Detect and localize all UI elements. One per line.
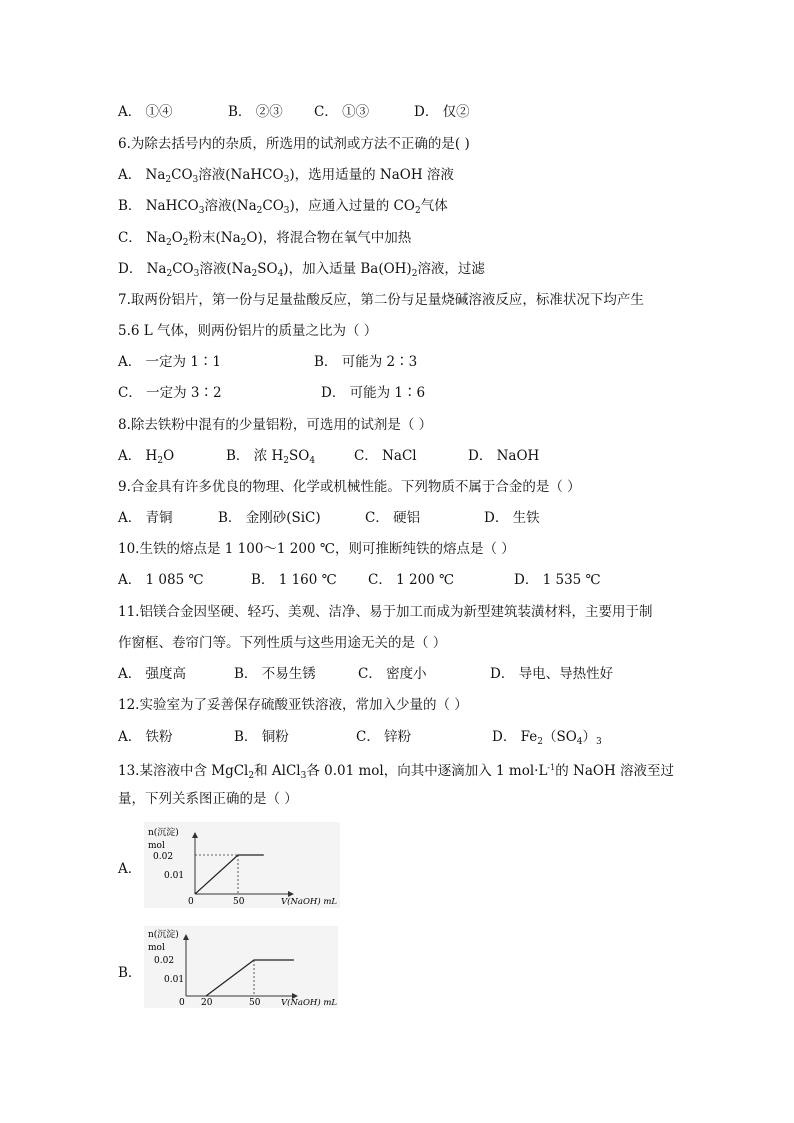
q8-stem: 8.除去铁粉中混有的少量铝粉，可选用的试剂是（ ） bbox=[118, 417, 433, 433]
q10-option-a: A． 1 085 ℃ bbox=[118, 572, 204, 588]
q5-option-a: A． ①④ bbox=[118, 104, 173, 120]
q8-option-a: A． $H_2O$ bbox=[118, 448, 175, 466]
graph-b-y-label: n(沉淀) bbox=[148, 930, 179, 940]
graph-b-x-label: V(NaOH) mL bbox=[281, 998, 338, 1008]
graph-a-y-tick-001: 0.01 bbox=[164, 871, 185, 881]
graph-b-x-tick-50: 50 bbox=[249, 998, 261, 1008]
q10-option-d: D． 1 535 ℃ bbox=[514, 572, 601, 588]
graph-b bbox=[144, 926, 338, 1008]
q7-option-d: D． 可能为 1∶6 bbox=[321, 385, 426, 401]
q10-option-c: C． 1 200 ℃ bbox=[368, 572, 455, 588]
graph-a-y-label: n(沉淀) bbox=[148, 828, 179, 838]
q6-option-c: C． $Na_2O_2$粉末$(Na_2O)$，将混合物在氧气中加热 bbox=[118, 230, 412, 248]
q11-option-c: C． 密度小 bbox=[358, 666, 427, 682]
q12-option-a: A． 铁粉 bbox=[118, 729, 173, 745]
graph-a-x-tick-0: 0 bbox=[188, 897, 194, 907]
q8-option-b: B． 浓 $H_2SO_4$ bbox=[226, 448, 316, 466]
graph-b-y-unit: mol bbox=[148, 943, 165, 953]
q9-option-c: C． 硬铝 bbox=[365, 510, 421, 526]
q12-option-d: D． $Fe_2(SO_4)_3$ bbox=[492, 729, 602, 747]
q5-option-c: C． ①③ bbox=[314, 104, 370, 120]
graph-a-x-tick-50: 50 bbox=[233, 897, 245, 907]
q10-option-b: B． 1 160 ℃ bbox=[251, 572, 337, 588]
q9-option-a: A． 青铜 bbox=[118, 510, 173, 526]
graph-b-x-tick-0: 0 bbox=[179, 998, 185, 1008]
q11-stem-line1: 11.铝镁合金因坚硬、轻巧、美观、洁净、易于加工而成为新型建筑装潢材料，主要用于制 bbox=[118, 604, 653, 620]
graph-b-x-tick-20: 20 bbox=[201, 998, 213, 1008]
graph-b-label: B． bbox=[118, 965, 142, 981]
q11-option-b: B． 不易生锈 bbox=[234, 666, 316, 682]
q6-option-d: D． $Na_2CO_3$溶液$(Na_2SO_4)$，加入适量 $Ba(OH)_2$溶液，过滤 bbox=[118, 261, 485, 279]
q7-option-b: B． 可能为 2∶3 bbox=[314, 354, 418, 370]
q11-option-d: D． 导电、导热性好 bbox=[490, 666, 614, 682]
q12-option-c: C． 锌粉 bbox=[356, 729, 412, 745]
q9-stem: 9.合金具有许多优良的物理、化学或机械性能。下列物质不属于合金的是（ ） bbox=[118, 479, 581, 495]
q6-option-b: B． NaHCO$_3$溶液$(Na_2CO_3)$，应通入过量的 $CO_2$气体 bbox=[118, 198, 448, 216]
q9-option-d: D． 生铁 bbox=[484, 510, 540, 526]
q9-option-b: B． 金刚砂(SiC) bbox=[218, 510, 321, 526]
graph-b-y-tick-002: 0.02 bbox=[154, 956, 175, 966]
q5-option-d: D． 仅② bbox=[414, 104, 470, 120]
q8-option-c: C． NaCl bbox=[354, 448, 417, 464]
q11-option-a: A． 强度高 bbox=[118, 666, 187, 682]
graph-a-x-label: V(NaOH) mL bbox=[281, 897, 338, 907]
q13-stem-line1: 13.某溶液中含 MgCl$_2$和 AlCl$_3$各 0.01 mol，向其中逐滴加入 1 $mol\cdot L^{-1}$的 NaOH 溶液至过 bbox=[118, 763, 675, 781]
q10-stem: 10.生铁的熔点是 1 100～1 200 ℃，则可推断纯铁的熔点是（ ） bbox=[118, 541, 515, 557]
q5-option-b: B． ②③ bbox=[228, 104, 283, 120]
graph-a-label: A． bbox=[118, 861, 142, 877]
graph-a-y-unit: mol bbox=[148, 841, 165, 851]
graph-b-y-tick-001: 0.01 bbox=[164, 975, 185, 985]
q6-option-a: A． $Na_2CO_3$溶液(NaHCO$_3$)，选用适量的 NaOH 溶液 bbox=[118, 167, 454, 185]
q12-stem: 12.实验室为了妥善保存硫酸亚铁溶液，常加入少量的（ ） bbox=[118, 697, 468, 713]
q7-stem-line2: 5.6 L 气体，则两份铝片的质量之比为（ ） bbox=[118, 323, 378, 339]
q7-stem-line1: 7.取两份铝片，第一份与足量盐酸反应，第二份与足量烧碱溶液反应，标准状况下均产生 bbox=[118, 292, 644, 308]
graph-a-y-tick-002: 0.02 bbox=[153, 852, 174, 862]
q6-stem: 6.为除去括号内的杂质，所选用的试剂或方法不正确的是( ) bbox=[118, 136, 470, 152]
q13-stem-line2: 量，下列关系图正确的是（ ） bbox=[118, 791, 298, 807]
q12-option-b: B． 铜粉 bbox=[234, 729, 289, 745]
q7-option-a: A． 一定为 1∶1 bbox=[118, 354, 222, 370]
q8-option-d: D． NaOH bbox=[468, 448, 540, 464]
graph-a bbox=[144, 822, 340, 908]
q7-option-c: C． 一定为 3∶2 bbox=[118, 385, 222, 401]
q11-stem-line2: 作窗框、卷帘门等。下列性质与这些用途无关的是（ ） bbox=[118, 635, 447, 651]
